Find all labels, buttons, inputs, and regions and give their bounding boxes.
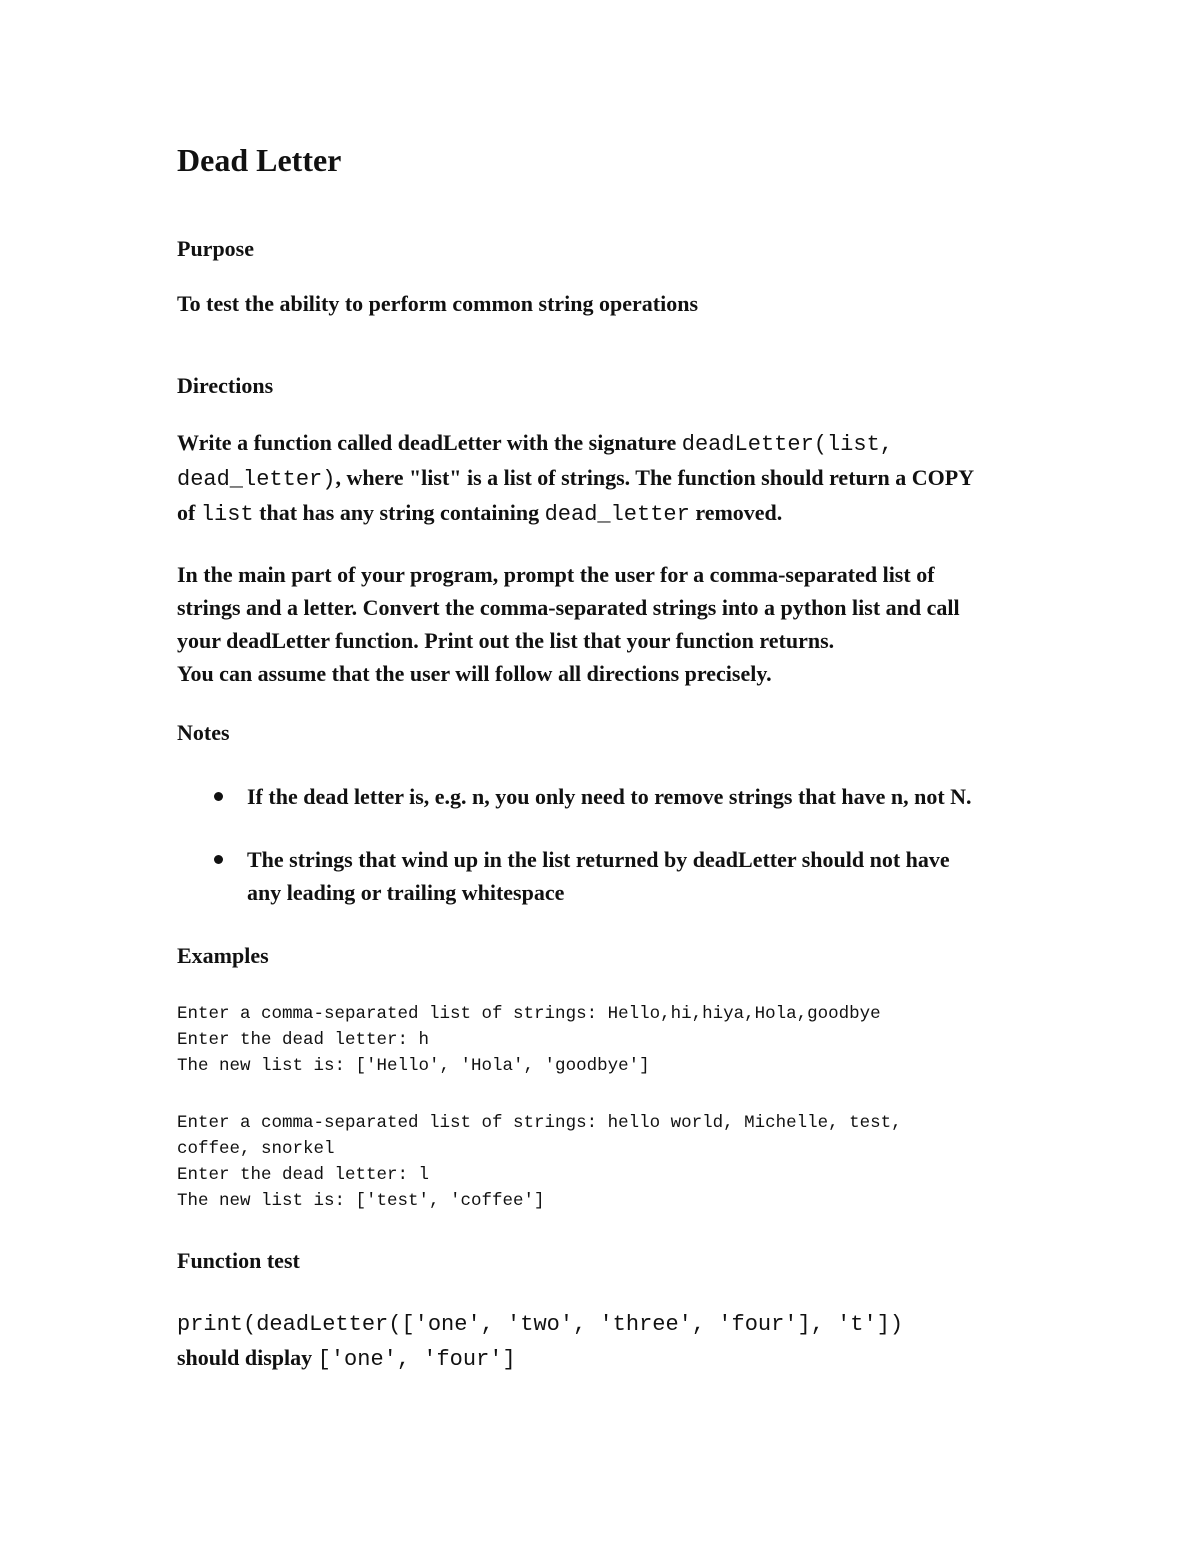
function-test-block <box>177 1308 1037 1376</box>
directions-paragraph-1 <box>177 426 1037 531</box>
example-line: The new list is: ['test', 'coffee'] <box>177 1191 545 1211</box>
directions-p2-line-3: your deadLetter function. Print out the list that your function returns. <box>177 628 835 653</box>
purpose-text <box>177 287 1037 320</box>
note-line: If the dead letter is, e.g. n, you only need to remove strings that have n, not N. <box>247 784 972 809</box>
should-display-label: should display <box>177 1345 318 1370</box>
examples-heading: Examples <box>177 943 269 968</box>
directions-p2-line-4: You can assume that the user will follow all directions precisely. <box>177 661 772 686</box>
example-line: Enter the dead letter: l <box>177 1165 430 1185</box>
notes-list-item <box>177 843 1037 909</box>
directions-p2-line-1: In the main part of your program, prompt the user for a comma-separated list of <box>177 562 935 587</box>
notes-heading: Notes <box>177 720 230 745</box>
example-1-block <box>177 1001 1037 1079</box>
bullet-dot-icon <box>214 792 223 801</box>
example-line: The new list is: ['Hello', 'Hola', 'goodbye'] <box>177 1056 650 1076</box>
inline-code-dead-letter: dead_letter <box>544 502 690 527</box>
inline-code-signature-cont: dead_letter) <box>177 467 336 492</box>
note-line: any leading or trailing whitespace <box>247 880 565 905</box>
notes-list <box>177 780 1037 909</box>
purpose-heading: Purpose <box>177 236 254 261</box>
notes-list-item <box>177 780 1037 813</box>
example-line: Enter a comma-separated list of strings: hello world, Michelle, test, <box>177 1113 902 1133</box>
directions-p1-text: of <box>177 500 201 525</box>
directions-p1-line-3 <box>177 496 1037 531</box>
directions-p1-text: that has any string containing <box>253 500 545 525</box>
directions-p1-text: , where "list" is a list of strings. The function should return a COPY <box>335 465 975 490</box>
inline-code-signature: deadLetter(list, <box>681 432 893 457</box>
should-display-code: ['one', 'four'] <box>317 1347 516 1372</box>
example-line: Enter a comma-separated list of strings: Hello,hi,hiya,Hola,goodbye <box>177 1004 881 1024</box>
document-title: Dead Letter <box>177 142 342 178</box>
example-2-block <box>177 1110 1037 1214</box>
directions-p1-line-2 <box>177 461 1037 496</box>
should-display-line <box>177 1341 1037 1376</box>
note-line: The strings that wind up in the list returned by deadLetter should not have <box>247 847 950 872</box>
purpose-text-line: To test the ability to perform common string operations <box>177 291 699 316</box>
directions-heading: Directions <box>177 373 274 398</box>
directions-p1-text: Write a function called deadLetter with the signature <box>177 430 682 455</box>
bullet-dot-icon <box>214 855 223 864</box>
inline-code-list: list <box>200 502 254 527</box>
example-line: coffee, snorkel <box>177 1139 335 1159</box>
example-line: Enter the dead letter: h <box>177 1030 430 1050</box>
function-test-heading: Function test <box>177 1248 300 1273</box>
directions-paragraph-2 <box>177 558 1037 690</box>
directions-p1-line-1 <box>177 426 1037 461</box>
directions-p2-line-2: strings and a letter. Convert the comma-separated strings into a python list and call <box>177 595 960 620</box>
function-test-code: print(deadLetter(['one', 'two', 'three', 'four'], 't']) <box>177 1312 904 1337</box>
directions-p1-text: removed. <box>689 500 783 525</box>
